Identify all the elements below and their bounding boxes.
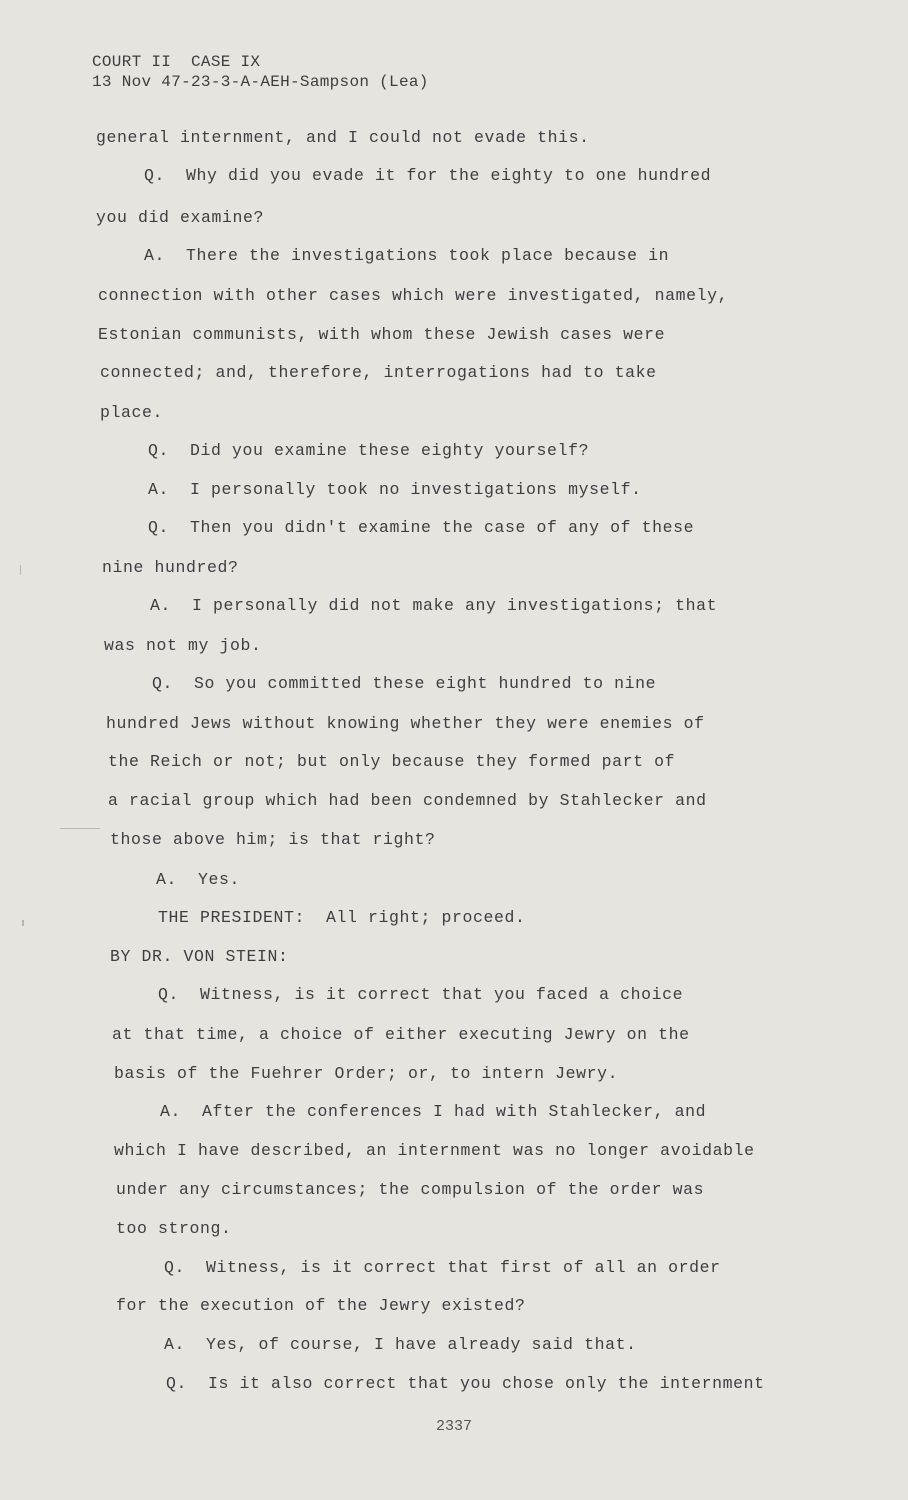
transcript-line: a racial group which had been condemned by Stahlecker and: [108, 791, 707, 810]
transcript-line: Q. Why did you evade it for the eighty to one hundred: [144, 166, 712, 185]
transcript-line: nine hundred?: [102, 558, 239, 577]
transcript-line: Estonian communists, with whom these Jewish cases were: [98, 325, 666, 344]
transcript-line: those above him; is that right?: [110, 830, 436, 849]
margin-tick-mark: [22, 920, 24, 926]
transcript-line: hundred Jews without knowing whether they were enemies of: [106, 714, 705, 733]
transcript-line: A. Yes, of course, I have already said that.: [164, 1335, 637, 1354]
transcript-line: Q. Is it also correct that you chose only the internment: [166, 1374, 765, 1393]
transcript-line: A. I personally did not make any investigations; that: [150, 596, 718, 615]
transcript-line: basis of the Fuehrer Order; or, to intern Jewry.: [114, 1064, 619, 1083]
header-court-case: COURT II CASE IX: [92, 53, 261, 71]
transcript-line: THE PRESIDENT: All right; proceed.: [158, 908, 526, 927]
transcript-line: connected; and, therefore, interrogations had to take: [100, 363, 657, 382]
transcript-line: which I have described, an internment was no longer avoidable: [114, 1141, 755, 1160]
transcript-line: A. Yes.: [156, 870, 241, 889]
transcript-line: BY DR. VON STEIN:: [110, 947, 289, 966]
header-session-info: 13 Nov 47-23-3-A-AEH-Sampson (Lea): [92, 73, 429, 91]
transcript-line: at that time, a choice of either executing Jewry on the: [112, 1025, 690, 1044]
transcript-line: A. After the conferences I had with Stahlecker, and: [160, 1102, 707, 1121]
transcript-line: the Reich or not; but only because they formed part of: [108, 752, 676, 771]
transcript-line: place.: [100, 403, 164, 422]
transcript-line: Q. Witness, is it correct that first of all an order: [164, 1258, 721, 1277]
transcript-line: Q. Then you didn't examine the case of any of these: [148, 518, 695, 537]
transcript-line: connection with other cases which were investigated, namely,: [98, 286, 729, 305]
transcript-line: A. I personally took no investigations myself.: [148, 480, 642, 499]
transcript-line: under any circumstances; the compulsion of the order was: [116, 1180, 705, 1199]
page-number: 2337: [435, 1418, 472, 1435]
transcript-line: general internment, and I could not evade this.: [96, 128, 590, 147]
transcript-line: you did examine?: [96, 208, 265, 227]
transcript-line: for the execution of the Jewry existed?: [116, 1296, 526, 1315]
margin-tick-mark: [20, 565, 21, 575]
document-header: [92, 52, 429, 92]
transcript-line: Q. So you committed these eight hundred to nine: [152, 674, 657, 693]
transcript-line: too strong.: [116, 1219, 232, 1238]
transcript-line: A. There the investigations took place because in: [144, 246, 670, 265]
transcript-line: Q. Did you examine these eighty yourself?: [148, 441, 590, 460]
margin-scratch-mark: [60, 828, 100, 829]
transcript-line: Q. Witness, is it correct that you faced a choice: [158, 985, 684, 1004]
transcript-line: was not my job.: [104, 636, 262, 655]
